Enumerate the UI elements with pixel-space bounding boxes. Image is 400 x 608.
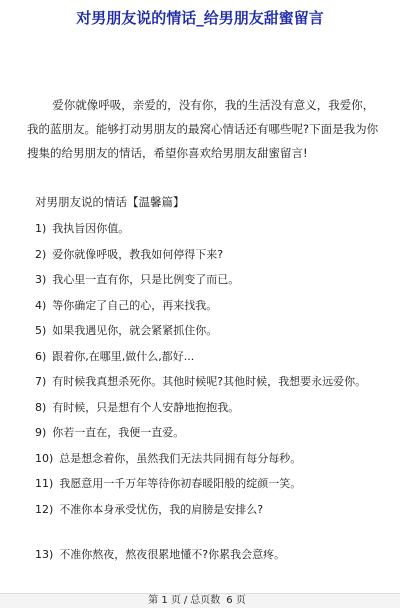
- page-footer: [0, 593, 400, 608]
- item-text: 有时候我真想杀死你。其他时候呢?其他时候，我想要永远爱你。: [52, 375, 367, 388]
- section-heading: 对男朋友说的情话【温馨篇】: [35, 195, 185, 209]
- item-number: 12): [35, 502, 54, 516]
- item-number: 13): [35, 548, 54, 561]
- item-text: 总是想念着你，虽然我们无法共同拥有每分每秒。: [59, 451, 302, 465]
- item-text: 我心里一直有你，只是比例变了而已。: [52, 273, 240, 286]
- current-page-label: 第 1 页: [148, 595, 181, 606]
- item-text: 不准你本身承受忧伤，我的肩膀是安排么?: [59, 502, 264, 516]
- list-item: [35, 347, 194, 367]
- item-text: 不准你熬夜，熬夜很累地懂不?你累我会意疼。: [59, 548, 286, 561]
- total-pages-label: 总页数: [190, 595, 221, 606]
- document-title: 对男朋友说的情话_给男朋友甜蜜留言: [76, 9, 324, 27]
- item-text: 跟着你,在哪里,做什么,都好...: [52, 349, 195, 363]
- item-text: 如果我遇见你，就会紧紧抓住你。: [52, 324, 218, 337]
- item-number: 8): [35, 400, 47, 414]
- item-number: 2): [35, 247, 47, 261]
- item-number: 1): [35, 222, 47, 235]
- item-number: 3): [35, 273, 47, 286]
- item-number: 4): [35, 298, 47, 312]
- item-text: 你若一直在，我便一直爱。: [52, 426, 185, 439]
- list-item: [35, 321, 217, 341]
- list-item: [35, 545, 285, 565]
- list-item: [35, 219, 129, 239]
- list-item: [35, 423, 184, 443]
- item-number: 7): [35, 375, 47, 388]
- list-item: [35, 398, 239, 418]
- list-item: [35, 245, 223, 265]
- item-number: 6): [35, 349, 47, 363]
- item-text: 我执旨因你值。: [52, 222, 130, 235]
- list-item: [35, 474, 301, 494]
- item-text: 我愿意用一千万年等待你初春暖阳般的绽颜一笑。: [59, 477, 302, 490]
- list-item: [35, 296, 217, 316]
- item-text: 有时候，只是想有个人安静地抱抱我。: [52, 400, 240, 414]
- intro-paragraph: 爱你就像呼吸，亲爱的，没有你，我的生活没有意义，我爱你，我的蓝朋友。能够打动男朋友的最窝心情话还有哪些呢?下面是我为你搜集的给男朋友的情话，希望你喜欢给男朋友甜蜜留言!: [27, 98, 379, 160]
- footer-separator: /: [183, 595, 188, 606]
- total-pages-value: 6 页: [226, 595, 246, 606]
- list-item: [35, 270, 239, 290]
- list-item: [35, 372, 366, 392]
- item-number: 9): [35, 426, 47, 439]
- list-item: [35, 500, 263, 520]
- item-number: 11): [35, 477, 54, 490]
- item-number: 5): [35, 324, 47, 337]
- item-text: 等你确定了自己的心，再来找我。: [52, 298, 218, 312]
- list-item: [35, 449, 301, 469]
- item-number: 10): [35, 451, 54, 465]
- item-text: 爱你就像呼吸，教我如何停得下来?: [52, 247, 224, 261]
